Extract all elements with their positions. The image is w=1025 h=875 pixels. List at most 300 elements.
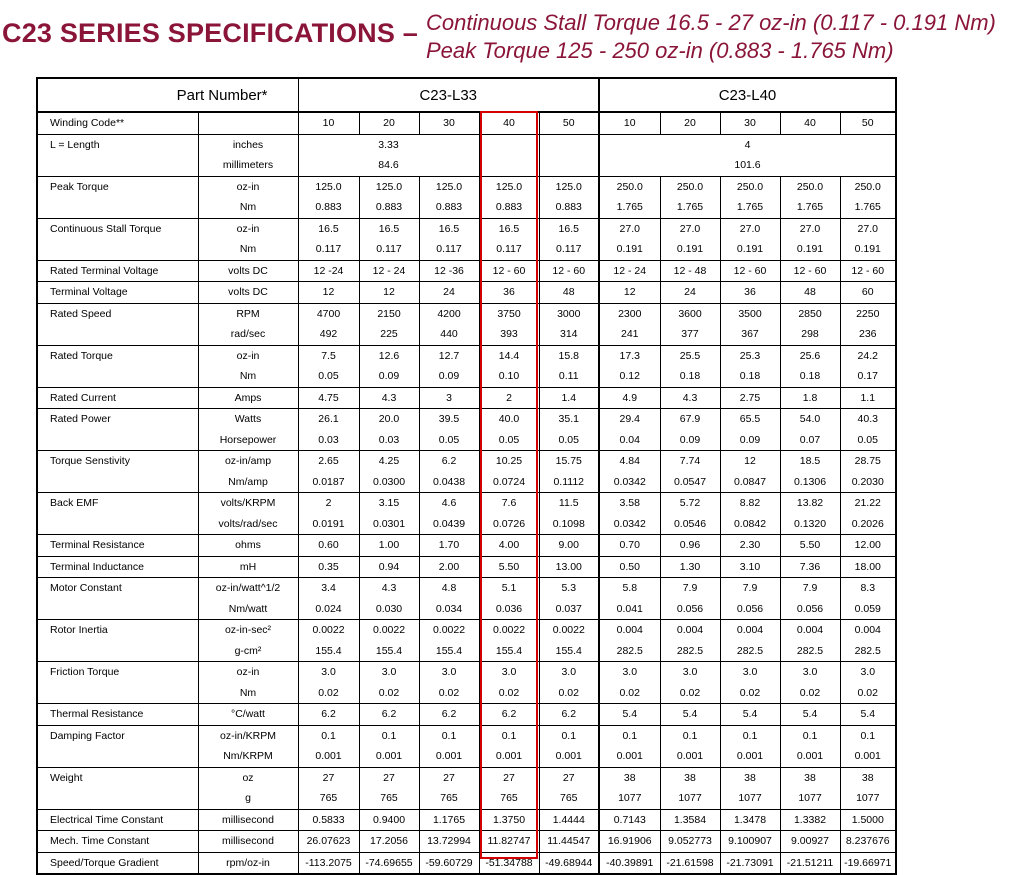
- row-unit: Watts: [198, 409, 298, 430]
- table-cell: 17.3: [599, 345, 660, 366]
- table-cell: 9.100907: [720, 831, 780, 853]
- table-cell: 11.5: [539, 493, 599, 514]
- table-cell: 6.2: [359, 704, 419, 726]
- table-cell: 0.11: [539, 366, 599, 387]
- row-unit: millimeters: [198, 155, 298, 176]
- table-cell: 48: [539, 282, 599, 304]
- table-cell: 0.0547: [660, 472, 720, 493]
- table-cell: 2150: [359, 303, 419, 324]
- table-row: [37, 725, 896, 746]
- row-label: Terminal Inductance: [37, 556, 198, 578]
- table-row: [37, 134, 896, 155]
- row-label: Rated Speed: [37, 303, 198, 324]
- table-cell: 0.0726: [479, 514, 539, 535]
- table-row: [37, 662, 896, 683]
- table-cell: 1.3478: [720, 809, 780, 831]
- table-cell: 1.1: [840, 387, 896, 409]
- table-row: [37, 430, 896, 451]
- table-cell: 40: [780, 112, 840, 134]
- table-cell: 0.001: [298, 746, 359, 767]
- table-cell: 7.5: [298, 345, 359, 366]
- table-cell: 0.05: [840, 430, 896, 451]
- table-cell: 765: [359, 788, 419, 809]
- row-unit: volts DC: [198, 260, 298, 282]
- table-cell: 6.2: [419, 451, 479, 472]
- table-cell: 0.191: [720, 239, 780, 260]
- table-cell: 3.0: [479, 662, 539, 683]
- table-cell: 3000: [539, 303, 599, 324]
- table-cell: 155.4: [298, 641, 359, 662]
- table-cell: 282.5: [660, 641, 720, 662]
- table-cell: 6.2: [419, 704, 479, 726]
- table-cell: 0.001: [539, 746, 599, 767]
- row-label: [37, 514, 198, 535]
- table-cell: 225: [359, 324, 419, 345]
- row-label: Motor Constant: [37, 578, 198, 599]
- table-cell: 13.00: [539, 556, 599, 578]
- table-cell: 3.58: [599, 493, 660, 514]
- table-cell: 125.0: [539, 176, 599, 197]
- table-cell: 0.1: [599, 725, 660, 746]
- table-cell: 1.00: [359, 535, 419, 557]
- table-row: [37, 683, 896, 704]
- table-cell: 65.5: [720, 409, 780, 430]
- table-cell: 155.4: [539, 641, 599, 662]
- table-cell: 4.6: [419, 493, 479, 514]
- table-row: [37, 788, 896, 809]
- table-cell: 0.17: [840, 366, 896, 387]
- table-cell: 67.9: [660, 409, 720, 430]
- table-cell: 2.30: [720, 535, 780, 557]
- empty-cell: [479, 134, 539, 155]
- row-unit: Nm: [198, 366, 298, 387]
- table-cell: 250.0: [720, 176, 780, 197]
- table-cell: 9.00: [539, 535, 599, 557]
- table-cell: 765: [479, 788, 539, 809]
- table-cell: 0.02: [298, 683, 359, 704]
- table-cell: 6.2: [298, 704, 359, 726]
- table-cell: 0.0546: [660, 514, 720, 535]
- table-cell: 7.9: [720, 578, 780, 599]
- table-cell: 9.052773: [660, 831, 720, 853]
- table-cell: 0.0022: [479, 620, 539, 641]
- table-row: [37, 112, 896, 134]
- table-cell: 0.037: [539, 599, 599, 620]
- table-cell: 5.50: [780, 535, 840, 557]
- table-cell: 0.02: [419, 683, 479, 704]
- row-label: Torque Senstivity: [37, 451, 198, 472]
- table-cell: 155.4: [359, 641, 419, 662]
- table-cell: 0.1: [359, 725, 419, 746]
- row-unit: rad/sec: [198, 324, 298, 345]
- table-cell: -59.60729: [419, 852, 479, 874]
- table-cell: 0.001: [359, 746, 419, 767]
- table-cell: 0.02: [660, 683, 720, 704]
- table-cell: 4200: [419, 303, 479, 324]
- table-cell: 250.0: [840, 176, 896, 197]
- table-cell: 3.15: [359, 493, 419, 514]
- table-cell: 3.0: [359, 662, 419, 683]
- page-title: C23 SERIES SPECIFICATIONS –: [2, 18, 419, 48]
- table-cell: 12 - 24: [599, 260, 660, 282]
- table-row: [37, 239, 896, 260]
- table-cell: 0.1: [720, 725, 780, 746]
- table-cell: 39.5: [419, 409, 479, 430]
- table-cell: 3.0: [660, 662, 720, 683]
- table-cell: 29.4: [599, 409, 660, 430]
- table-cell: 0.1: [539, 725, 599, 746]
- spec-table: [36, 77, 897, 875]
- table-cell: 5.4: [840, 704, 896, 726]
- row-unit: Amps: [198, 387, 298, 409]
- table-cell: 0.0022: [419, 620, 479, 641]
- table-cell: 4.00: [479, 535, 539, 557]
- row-unit: millisecond: [198, 809, 298, 831]
- table-cell: 16.5: [479, 218, 539, 239]
- table-cell: 40.0: [479, 409, 539, 430]
- row-unit: oz-in/watt^1/2: [198, 578, 298, 599]
- table-cell: 241: [599, 324, 660, 345]
- row-unit: volts/rad/sec: [198, 514, 298, 535]
- table-cell: 0.034: [419, 599, 479, 620]
- row-unit: Nm: [198, 239, 298, 260]
- table-cell: 7.74: [660, 451, 720, 472]
- row-label: Winding Code**: [37, 112, 198, 134]
- table-cell: 0.056: [780, 599, 840, 620]
- table-cell: 155.4: [479, 641, 539, 662]
- table-cell: 0.96: [660, 535, 720, 557]
- table-cell: 1.3584: [660, 809, 720, 831]
- table-cell: 2250: [840, 303, 896, 324]
- table-cell: 38: [840, 767, 896, 788]
- table-cell: 4.25: [359, 451, 419, 472]
- table-cell: 6.2: [479, 704, 539, 726]
- table-cell: 12 - 60: [720, 260, 780, 282]
- table-cell: 0.09: [419, 366, 479, 387]
- table-cell: 10: [298, 112, 359, 134]
- table-row: [37, 409, 896, 430]
- table-cell: 0.5833: [298, 809, 359, 831]
- table-cell: 2.75: [720, 387, 780, 409]
- table-cell: 0.1112: [539, 472, 599, 493]
- table-cell: 298: [780, 324, 840, 345]
- table-cell: 12 - 24: [359, 260, 419, 282]
- table-cell: 0.0724: [479, 472, 539, 493]
- table-cell: 3.0: [780, 662, 840, 683]
- table-cell: 38: [599, 767, 660, 788]
- table-cell: 0.056: [720, 599, 780, 620]
- table-cell: 367: [720, 324, 780, 345]
- table-row: [37, 852, 896, 874]
- table-cell: 12 - 60: [539, 260, 599, 282]
- table-cell: 17.2056: [359, 831, 419, 853]
- table-cell: -51.34788: [479, 852, 539, 874]
- table-cell: 1.4: [539, 387, 599, 409]
- row-label: [37, 746, 198, 767]
- table-cell: 12: [599, 282, 660, 304]
- row-label: Weight: [37, 767, 198, 788]
- table-cell: 250.0: [660, 176, 720, 197]
- table-row: [37, 366, 896, 387]
- table-cell: 27: [419, 767, 479, 788]
- row-label: Damping Factor: [37, 725, 198, 746]
- table-cell: 0.117: [479, 239, 539, 260]
- table-cell: 36: [479, 282, 539, 304]
- table-row: [37, 197, 896, 218]
- table-cell: 0.004: [840, 620, 896, 641]
- table-cell: 0.001: [720, 746, 780, 767]
- row-unit: oz-in: [198, 218, 298, 239]
- table-cell: 7.6: [479, 493, 539, 514]
- table-cell: 0.117: [298, 239, 359, 260]
- table-cell: 236: [840, 324, 896, 345]
- length-value-c23-l33: 84.6: [298, 155, 479, 176]
- row-unit: inches: [198, 134, 298, 155]
- table-cell: 38: [660, 767, 720, 788]
- table-cell: -19.66971: [840, 852, 896, 874]
- table-cell: 125.0: [419, 176, 479, 197]
- table-cell: 8.82: [720, 493, 780, 514]
- table-cell: 0.0438: [419, 472, 479, 493]
- table-cell: 1077: [599, 788, 660, 809]
- table-cell: 0.09: [720, 430, 780, 451]
- row-label: [37, 683, 198, 704]
- row-label: Continuous Stall Torque: [37, 218, 198, 239]
- table-cell: 12.7: [419, 345, 479, 366]
- table-cell: 4.3: [660, 387, 720, 409]
- row-unit: Horsepower: [198, 430, 298, 451]
- table-row: [37, 599, 896, 620]
- table-cell: 0.001: [660, 746, 720, 767]
- table-cell: 36: [720, 282, 780, 304]
- row-unit: oz-in: [198, 662, 298, 683]
- table-cell: 0.883: [419, 197, 479, 218]
- table-cell: 250.0: [599, 176, 660, 197]
- table-cell: 3600: [660, 303, 720, 324]
- table-cell: 0.191: [840, 239, 896, 260]
- table-row: [37, 493, 896, 514]
- row-unit: oz-in: [198, 176, 298, 197]
- table-row: [37, 746, 896, 767]
- table-cell: 0.056: [660, 599, 720, 620]
- table-cell: 5.3: [539, 578, 599, 599]
- table-cell: 3500: [720, 303, 780, 324]
- table-cell: 0.004: [720, 620, 780, 641]
- table-cell: 0.1: [479, 725, 539, 746]
- table-header-row: [37, 78, 896, 112]
- table-cell: 1.3382: [780, 809, 840, 831]
- table-cell: 0.05: [479, 430, 539, 451]
- table-cell: 27: [298, 767, 359, 788]
- table-cell: 0.0022: [539, 620, 599, 641]
- table-cell: 0.191: [599, 239, 660, 260]
- table-cell: 0.09: [359, 366, 419, 387]
- table-cell: 0.03: [298, 430, 359, 451]
- row-unit: oz-in: [198, 345, 298, 366]
- table-cell: 0.35: [298, 556, 359, 578]
- table-cell: 282.5: [780, 641, 840, 662]
- table-cell: 48: [780, 282, 840, 304]
- row-unit: oz-in-sec²: [198, 620, 298, 641]
- table-cell: 0.001: [780, 746, 840, 767]
- row-label: [37, 472, 198, 493]
- table-cell: 1.765: [720, 197, 780, 218]
- table-row: [37, 387, 896, 409]
- table-cell: 7.9: [660, 578, 720, 599]
- table-cell: 0.09: [660, 430, 720, 451]
- table-cell: 13.72994: [419, 831, 479, 853]
- table-cell: -113.2075: [298, 852, 359, 874]
- table-cell: 0.02: [780, 683, 840, 704]
- table-cell: 4.3: [359, 578, 419, 599]
- table-cell: 2.00: [419, 556, 479, 578]
- row-unit: Nm: [198, 683, 298, 704]
- table-cell: 0.94: [359, 556, 419, 578]
- table-cell: 0.50: [599, 556, 660, 578]
- table-cell: 4.8: [419, 578, 479, 599]
- table-cell: 0.02: [479, 683, 539, 704]
- row-label: [37, 197, 198, 218]
- table-cell: 1.765: [660, 197, 720, 218]
- table-row: [37, 641, 896, 662]
- table-cell: 8.3: [840, 578, 896, 599]
- row-unit: Nm/amp: [198, 472, 298, 493]
- page-subtitle-peak-torque: Peak Torque 125 - 250 oz-in (0.883 - 1.765 Nm): [426, 38, 894, 63]
- table-cell: 0.1320: [780, 514, 840, 535]
- table-cell: 314: [539, 324, 599, 345]
- table-cell: 30: [720, 112, 780, 134]
- table-cell: 1077: [720, 788, 780, 809]
- table-cell: 1077: [840, 788, 896, 809]
- table-cell: 12 - 48: [660, 260, 720, 282]
- table-cell: 11.44547: [539, 831, 599, 853]
- table-cell: 0.18: [780, 366, 840, 387]
- table-row: [37, 345, 896, 366]
- table-cell: 14.4: [479, 345, 539, 366]
- table-cell: 0.10: [479, 366, 539, 387]
- table-cell: 50: [539, 112, 599, 134]
- table-cell: 27.0: [599, 218, 660, 239]
- table-cell: 27: [359, 767, 419, 788]
- table-cell: 12 - 60: [479, 260, 539, 282]
- row-label: Rated Torque: [37, 345, 198, 366]
- table-cell: 0.117: [419, 239, 479, 260]
- table-row: [37, 218, 896, 239]
- group-header-c23-l33: C23-L33: [298, 78, 599, 112]
- table-cell: 1.30: [660, 556, 720, 578]
- table-cell: 25.5: [660, 345, 720, 366]
- table-cell: 1077: [660, 788, 720, 809]
- table-cell: 1.3750: [479, 809, 539, 831]
- table-cell: 2.65: [298, 451, 359, 472]
- table-cell: 4.75: [298, 387, 359, 409]
- table-cell: 4.84: [599, 451, 660, 472]
- row-label: Rated Current: [37, 387, 198, 409]
- table-cell: 0.0300: [359, 472, 419, 493]
- table-cell: 1.4444: [539, 809, 599, 831]
- table-cell: 4700: [298, 303, 359, 324]
- table-row: [37, 176, 896, 197]
- table-cell: 4.9: [599, 387, 660, 409]
- table-cell: 10.25: [479, 451, 539, 472]
- table-cell: 7.36: [780, 556, 840, 578]
- table-cell: 9.00927: [780, 831, 840, 853]
- row-unit: millisecond: [198, 831, 298, 853]
- row-label: [37, 366, 198, 387]
- table-cell: 3: [419, 387, 479, 409]
- part-number-header: Part Number*: [37, 78, 298, 112]
- table-cell: 0.07: [780, 430, 840, 451]
- row-unit: Nm/watt: [198, 599, 298, 620]
- table-cell: 3.0: [599, 662, 660, 683]
- table-cell: 0.001: [599, 746, 660, 767]
- table-cell: 765: [539, 788, 599, 809]
- table-cell: 0.001: [840, 746, 896, 767]
- table-cell: 25.3: [720, 345, 780, 366]
- row-unit: volts/KRPM: [198, 493, 298, 514]
- table-cell: 0.1: [780, 725, 840, 746]
- table-cell: 0.02: [359, 683, 419, 704]
- table-cell: 0.0842: [720, 514, 780, 535]
- table-cell: 12.6: [359, 345, 419, 366]
- table-row: [37, 451, 896, 472]
- table-cell: 0.004: [599, 620, 660, 641]
- table-cell: 54.0: [780, 409, 840, 430]
- table-cell: 26.1: [298, 409, 359, 430]
- table-row: [37, 704, 896, 726]
- table-cell: 0.191: [660, 239, 720, 260]
- table-cell: 0.024: [298, 599, 359, 620]
- table-cell: 12 - 60: [840, 260, 896, 282]
- row-label: Terminal Voltage: [37, 282, 198, 304]
- table-cell: 0.0342: [599, 514, 660, 535]
- table-cell: 0.001: [419, 746, 479, 767]
- table-cell: 377: [660, 324, 720, 345]
- table-cell: 13.82: [780, 493, 840, 514]
- row-unit: ohms: [198, 535, 298, 557]
- table-cell: 15.8: [539, 345, 599, 366]
- table-cell: 27: [539, 767, 599, 788]
- table-cell: 25.6: [780, 345, 840, 366]
- row-label: Rotor Inertia: [37, 620, 198, 641]
- table-row: [37, 556, 896, 578]
- spec-table-wrapper: [36, 77, 897, 875]
- row-unit: g: [198, 788, 298, 809]
- row-unit: °C/watt: [198, 704, 298, 726]
- table-cell: -21.73091: [720, 852, 780, 874]
- table-cell: 0.191: [780, 239, 840, 260]
- row-label: [37, 599, 198, 620]
- row-label: [37, 788, 198, 809]
- row-label: Back EMF: [37, 493, 198, 514]
- row-unit: rpm/oz-in: [198, 852, 298, 874]
- table-cell: 40.3: [840, 409, 896, 430]
- table-cell: 0.0187: [298, 472, 359, 493]
- table-cell: 1.765: [599, 197, 660, 218]
- table-cell: -21.61598: [660, 852, 720, 874]
- table-cell: 2: [298, 493, 359, 514]
- table-cell: 0.059: [840, 599, 896, 620]
- table-cell: 5.4: [660, 704, 720, 726]
- table-cell: 0.883: [539, 197, 599, 218]
- table-cell: 5.1: [479, 578, 539, 599]
- table-cell: 0.036: [479, 599, 539, 620]
- table-cell: 5.4: [780, 704, 840, 726]
- table-cell: 125.0: [298, 176, 359, 197]
- table-row: [37, 155, 896, 176]
- row-unit: RPM: [198, 303, 298, 324]
- table-cell: 1.8: [780, 387, 840, 409]
